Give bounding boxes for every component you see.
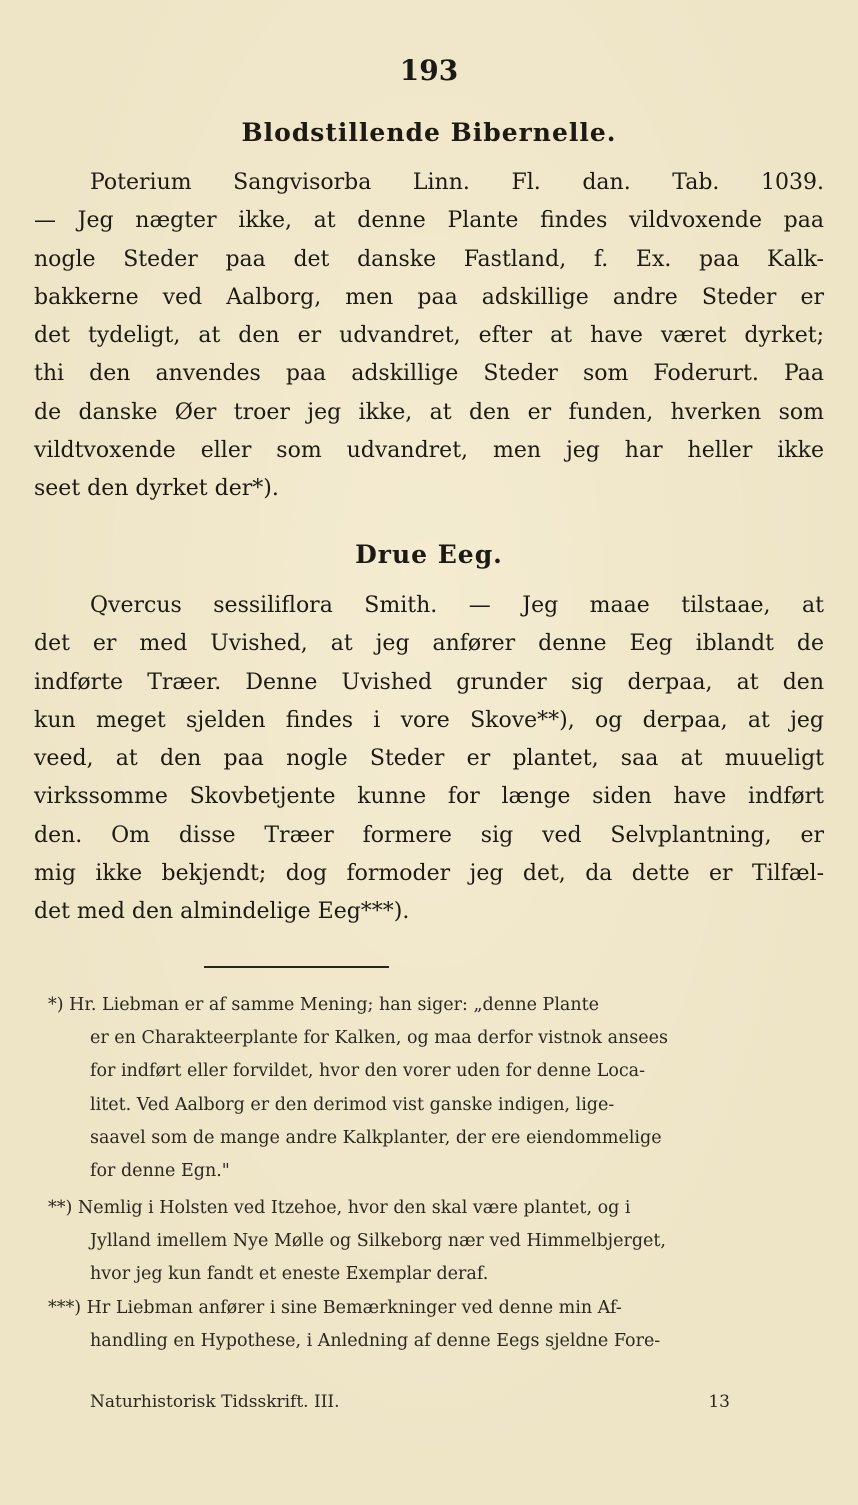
footnote-line: for indført eller forvildet, hvor den vorer uden for denne Loca- [90, 1061, 646, 1082]
section-heading: Blodstillende Bibernelle. [241, 118, 617, 147]
footnote-line: for denne Egn." [90, 1160, 230, 1181]
page-number: 193 [399, 54, 459, 87]
text-line: kun meget sjelden findes i vore Skove**), og derpaa, at jeg [34, 707, 824, 733]
text-line: Poterium Sangvisorba Linn. Fl. dan. Tab. 1039. [90, 170, 824, 195]
footnote [48, 1292, 826, 1358]
text-line: det med den almindelige Eeg***). [34, 899, 410, 925]
footnote [48, 1192, 826, 1292]
text-line: virkssomme Skovbetjente kunne for længe siden have indført [34, 784, 824, 810]
body-paragraph [34, 164, 824, 509]
text-line: det tydeligt, at den er udvandret, efter at have været dyrket; [34, 323, 824, 349]
footnote-line: hvor jeg kun fandt et eneste Exemplar deraf. [90, 1264, 489, 1285]
footnote-mark: **) [48, 1198, 73, 1218]
footnote-line: Nemlig i Holsten ved Itzehoe, hvor den skal være plantet, og i [77, 1198, 631, 1218]
footnote-line: saavel som de mange andre Kalkplanter, der ere eiendommelige [90, 1127, 662, 1148]
footnote-line: handling en Hypothese, i Anledning af denne Eegs sjeldne Fore- [90, 1331, 661, 1352]
footnote-line: Hr. Liebman er af samme Mening; han siger: „denne Plante [69, 995, 600, 1015]
body-paragraph [34, 587, 824, 932]
footnote-line: Jylland imellem Nye Mølle og Silkeborg nær ved Himmelbjerget, [90, 1231, 666, 1252]
text-line: veed, at den paa nogle Steder er plantet, saa at muueligt [34, 746, 824, 772]
text-line: den. Om disse Træer formere sig ved Selvplantning, er [34, 822, 824, 848]
footnote-mark: ***) [48, 1298, 82, 1318]
footnote-line: er en Charakteerplante for Kalken, og maa derfor vistnok ansees [90, 1028, 668, 1049]
text-line: de danske Øer troer jeg ikke, at den er funden, hverken som [34, 399, 824, 425]
section-heading: Drue Eeg. [355, 540, 503, 569]
footnote-divider [204, 966, 389, 968]
footnote-mark: *) [48, 995, 64, 1015]
text-line: mig ikke bekjendt; dog formoder jeg det, da dette er Tilfæl- [34, 861, 824, 887]
footnote-line: Hr Liebman anfører i sine Bemærkninger ved denne min Af- [86, 1298, 622, 1318]
text-line: bakkerne ved Aalborg, men paa adskillige andre Steder er [34, 284, 824, 310]
text-line: det er med Uvished, at jeg anfører denne Eeg iblandt de [34, 631, 824, 657]
footnote-line: litet. Ved Aalborg er den derimod vist ganske indigen, lige- [90, 1094, 615, 1115]
running-footer [90, 1392, 730, 1412]
text-line: indførte Træer. Denne Uvished grunder sig derpaa, at den [34, 669, 824, 695]
text-line: seet den dyrket der*). [34, 476, 279, 502]
footnote [48, 989, 826, 1188]
text-line: thi den anvendes paa adskillige Steder som Foderurt. Paa [34, 361, 824, 387]
journal-title: Naturhistorisk Tidsskrift. III. [90, 1392, 340, 1412]
signature-mark: 13 [708, 1392, 730, 1412]
text-line: nogle Steder paa det danske Fastland, f. Ex. paa Kalk- [34, 246, 824, 272]
text-line: vildtvoxende eller som udvandret, men jeg har heller ikke [34, 438, 824, 464]
text-line: Qvercus sessiliflora Smith. — Jeg maae tilstaae, at [90, 593, 824, 618]
text-line: — Jeg nægter ikke, at denne Plante findes vildvoxende paa [34, 208, 824, 234]
